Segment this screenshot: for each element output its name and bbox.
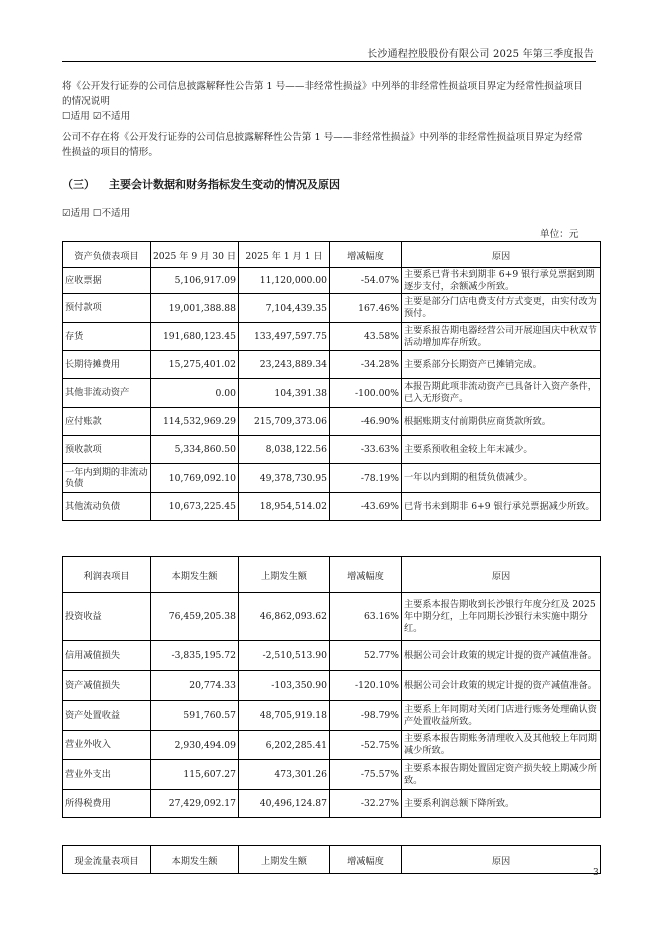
reason-cell: 根据公司会计政策的规定计提的资产减值准备。 [402, 641, 601, 671]
page-header [62, 44, 596, 62]
prior-value-cell: 7,104,439.35 [239, 294, 330, 323]
current-value-cell: 19,001,388.88 [151, 294, 239, 323]
report-title: 长沙通程控股股份有限公司 2025 年第三季度报告 [367, 49, 594, 60]
item-cell: 预付款项 [63, 294, 151, 323]
prior-value-cell: 49,378,730.95 [239, 464, 330, 493]
section-heading [62, 176, 340, 192]
change-cell: 43.58% [330, 323, 402, 351]
column-header: 增减幅度 [330, 557, 402, 593]
reason-cell: 一年以内到期的租赁负债减少。 [402, 464, 601, 493]
current-value-cell: 76,459,205.38 [151, 593, 239, 641]
prior-value-cell: 40,496,124.87 [239, 790, 330, 818]
reason-cell: 主要系本报告期收到长沙银行年度分红及 2025 年中期分红，上年同期长沙银行未实施中期分红。 [402, 593, 601, 641]
column-header: 2025 年 1 月 1 日 [239, 242, 330, 268]
cash-flow-table [62, 845, 601, 874]
change-cell: -32.27% [330, 790, 402, 818]
reason-cell: 主要系利润总额下降所致。 [402, 790, 601, 818]
prior-value-cell: 18,954,514.02 [239, 493, 330, 521]
current-value-cell: 114,532,969.29 [151, 408, 239, 436]
item-cell: 一年内到期的非流动负债 [63, 464, 151, 493]
current-value-cell: 5,334,860.50 [151, 436, 239, 464]
prior-value-cell: -2,510,513.90 [239, 641, 330, 671]
item-cell: 所得税费用 [63, 790, 151, 818]
item-cell: 营业外支出 [63, 760, 151, 790]
table-row [63, 760, 601, 790]
column-header: 现金流量表项目 [63, 846, 151, 874]
item-cell: 资产减值损失 [63, 671, 151, 701]
reason-cell: 主要系报告期电器经营公司开展迎国庆中秋双节活动增加库存所致。 [402, 323, 601, 351]
reason-cell: 根据账期支付前期供应商货款所致。 [402, 408, 601, 436]
change-cell: -54.07% [330, 268, 402, 294]
balance-sheet-table [62, 241, 601, 521]
reason-cell: 主要系预收租金较上年末减少。 [402, 436, 601, 464]
change-cell: -34.28% [330, 351, 402, 379]
table-row [63, 408, 601, 436]
change-cell: 167.46% [330, 294, 402, 323]
table-row [63, 379, 601, 408]
prior-value-cell: 8,038,122.56 [239, 436, 330, 464]
table-row [63, 493, 601, 521]
current-value-cell: 27,429,092.17 [151, 790, 239, 818]
prior-value-cell: 473,301.26 [239, 760, 330, 790]
table-row [63, 464, 601, 493]
change-cell: -78.19% [330, 464, 402, 493]
current-value-cell: 115,607.27 [151, 760, 239, 790]
change-cell: -100.00% [330, 379, 402, 408]
column-header: 利润表项目 [63, 557, 151, 593]
current-value-cell: 591,760.57 [151, 701, 239, 731]
applicability-options: ☐适用 ☑不适用 [62, 111, 131, 122]
column-header: 原因 [402, 557, 601, 593]
table-header-row [63, 557, 601, 593]
item-cell: 信用减值损失 [63, 641, 151, 671]
current-value-cell: 5,106,917.09 [151, 268, 239, 294]
item-cell: 存货 [63, 323, 151, 351]
change-cell: -33.63% [330, 436, 402, 464]
prior-value-cell: 215,709,373.06 [239, 408, 330, 436]
prior-value-cell: 104,391.38 [239, 379, 330, 408]
prior-value-cell: 23,243,889.34 [239, 351, 330, 379]
reason-cell: 主要系已背书未到期非 6+9 银行承兑票据到期逐步支付，余额减少所致。 [402, 268, 601, 294]
table-row [63, 701, 601, 731]
current-value-cell: -3,835,195.72 [151, 641, 239, 671]
table-row [63, 593, 601, 641]
column-header: 资产负债表项目 [63, 242, 151, 268]
table-header-row [63, 846, 601, 874]
current-value-cell: 20,774.33 [151, 671, 239, 701]
unit-label: 单位：元 [540, 229, 579, 240]
prior-value-cell: 48,705,919.18 [239, 701, 330, 731]
reason-cell: 已背书未到期非 6+9 银行承兑票据减少所致。 [402, 493, 601, 521]
change-cell: 63.16% [330, 593, 402, 641]
reason-cell: 主要系上年同期对关闭门店进行账务处理确认资产处置收益所致。 [402, 701, 601, 731]
table-row [63, 268, 601, 294]
table-row [63, 351, 601, 379]
change-cell: -52.75% [330, 731, 402, 760]
item-cell: 其他流动负债 [63, 493, 151, 521]
intro-paragraph: 将《公开发行证券的公司信息披露解释性公告第 1 号——非经常性损益》中列举的非经常性损益项目界定为经常性损益项目的情况说明 [62, 81, 583, 107]
current-value-cell: 2,930,494.09 [151, 731, 239, 760]
item-cell: 其他非流动资产 [63, 379, 151, 408]
item-cell: 应收票据 [63, 268, 151, 294]
table-row [63, 294, 601, 323]
column-header: 原因 [402, 846, 601, 874]
change-cell: 52.77% [330, 641, 402, 671]
prior-value-cell: 133,497,597.75 [239, 323, 330, 351]
section-number: （三） [62, 178, 95, 191]
reason-cell: 主要系部分长期资产已摊销完成。 [402, 351, 601, 379]
income-statement-table [62, 556, 601, 818]
column-header: 增减幅度 [330, 242, 402, 268]
column-header: 本期发生额 [151, 557, 239, 593]
section-applicability-options: ☑适用 ☐不适用 [62, 208, 131, 219]
table-header-row [63, 242, 601, 268]
item-cell: 投资收益 [63, 593, 151, 641]
column-header: 原因 [402, 242, 601, 268]
item-cell: 营业外收入 [63, 731, 151, 760]
table-row [63, 731, 601, 760]
item-cell: 应付账款 [63, 408, 151, 436]
intro-statement: 公司不存在将《公开发行证券的公司信息披露解释性公告第 1 号——非经常性损益》中列举的非经常性损益项目界定为经常性损益的项目的情形。 [62, 132, 583, 158]
current-value-cell: 191,680,123.45 [151, 323, 239, 351]
current-value-cell: 10,769,092.10 [151, 464, 239, 493]
table-row [63, 436, 601, 464]
prior-value-cell: 6,202,285.41 [239, 731, 330, 760]
column-header: 上期发生额 [239, 557, 330, 593]
change-cell: -75.57% [330, 760, 402, 790]
change-cell: -98.79% [330, 701, 402, 731]
page-number: 3 [593, 868, 599, 878]
current-value-cell: 0.00 [151, 379, 239, 408]
table-row [63, 641, 601, 671]
prior-value-cell: 46,862,093.62 [239, 593, 330, 641]
reason-cell: 本报告期此项非流动资产已具备计入资产条件，已入无形资产。 [402, 379, 601, 408]
reason-cell: 根据公司会计政策的规定计提的资产减值准备。 [402, 671, 601, 701]
prior-value-cell: 11,120,000.00 [239, 268, 330, 294]
section-title: 主要会计数据和财务指标发生变动的情况及原因 [109, 178, 340, 191]
change-cell: -46.90% [330, 408, 402, 436]
column-header: 2025 年 9 月 30 日 [151, 242, 239, 268]
prior-value-cell: -103,350.90 [239, 671, 330, 701]
column-header: 增减幅度 [330, 846, 402, 874]
item-cell: 资产处置收益 [63, 701, 151, 731]
reason-cell: 主要系本报告期处置固定资产损失较上期减少所致。 [402, 760, 601, 790]
table-row [63, 790, 601, 818]
change-cell: -120.10% [330, 671, 402, 701]
item-cell: 预收款项 [63, 436, 151, 464]
current-value-cell: 15,275,401.02 [151, 351, 239, 379]
table-row [63, 671, 601, 701]
change-cell: -43.69% [330, 493, 402, 521]
table-row [63, 323, 601, 351]
current-value-cell: 10,673,225.45 [151, 493, 239, 521]
column-header: 上期发生额 [239, 846, 330, 874]
column-header: 本期发生额 [151, 846, 239, 874]
item-cell: 长期待摊费用 [63, 351, 151, 379]
reason-cell: 主要是部分门店电费支付方式变更，由实付改为预付。 [402, 294, 601, 323]
reason-cell: 主要系本报告期账务清理收入及其他较上年同期减少所致。 [402, 731, 601, 760]
